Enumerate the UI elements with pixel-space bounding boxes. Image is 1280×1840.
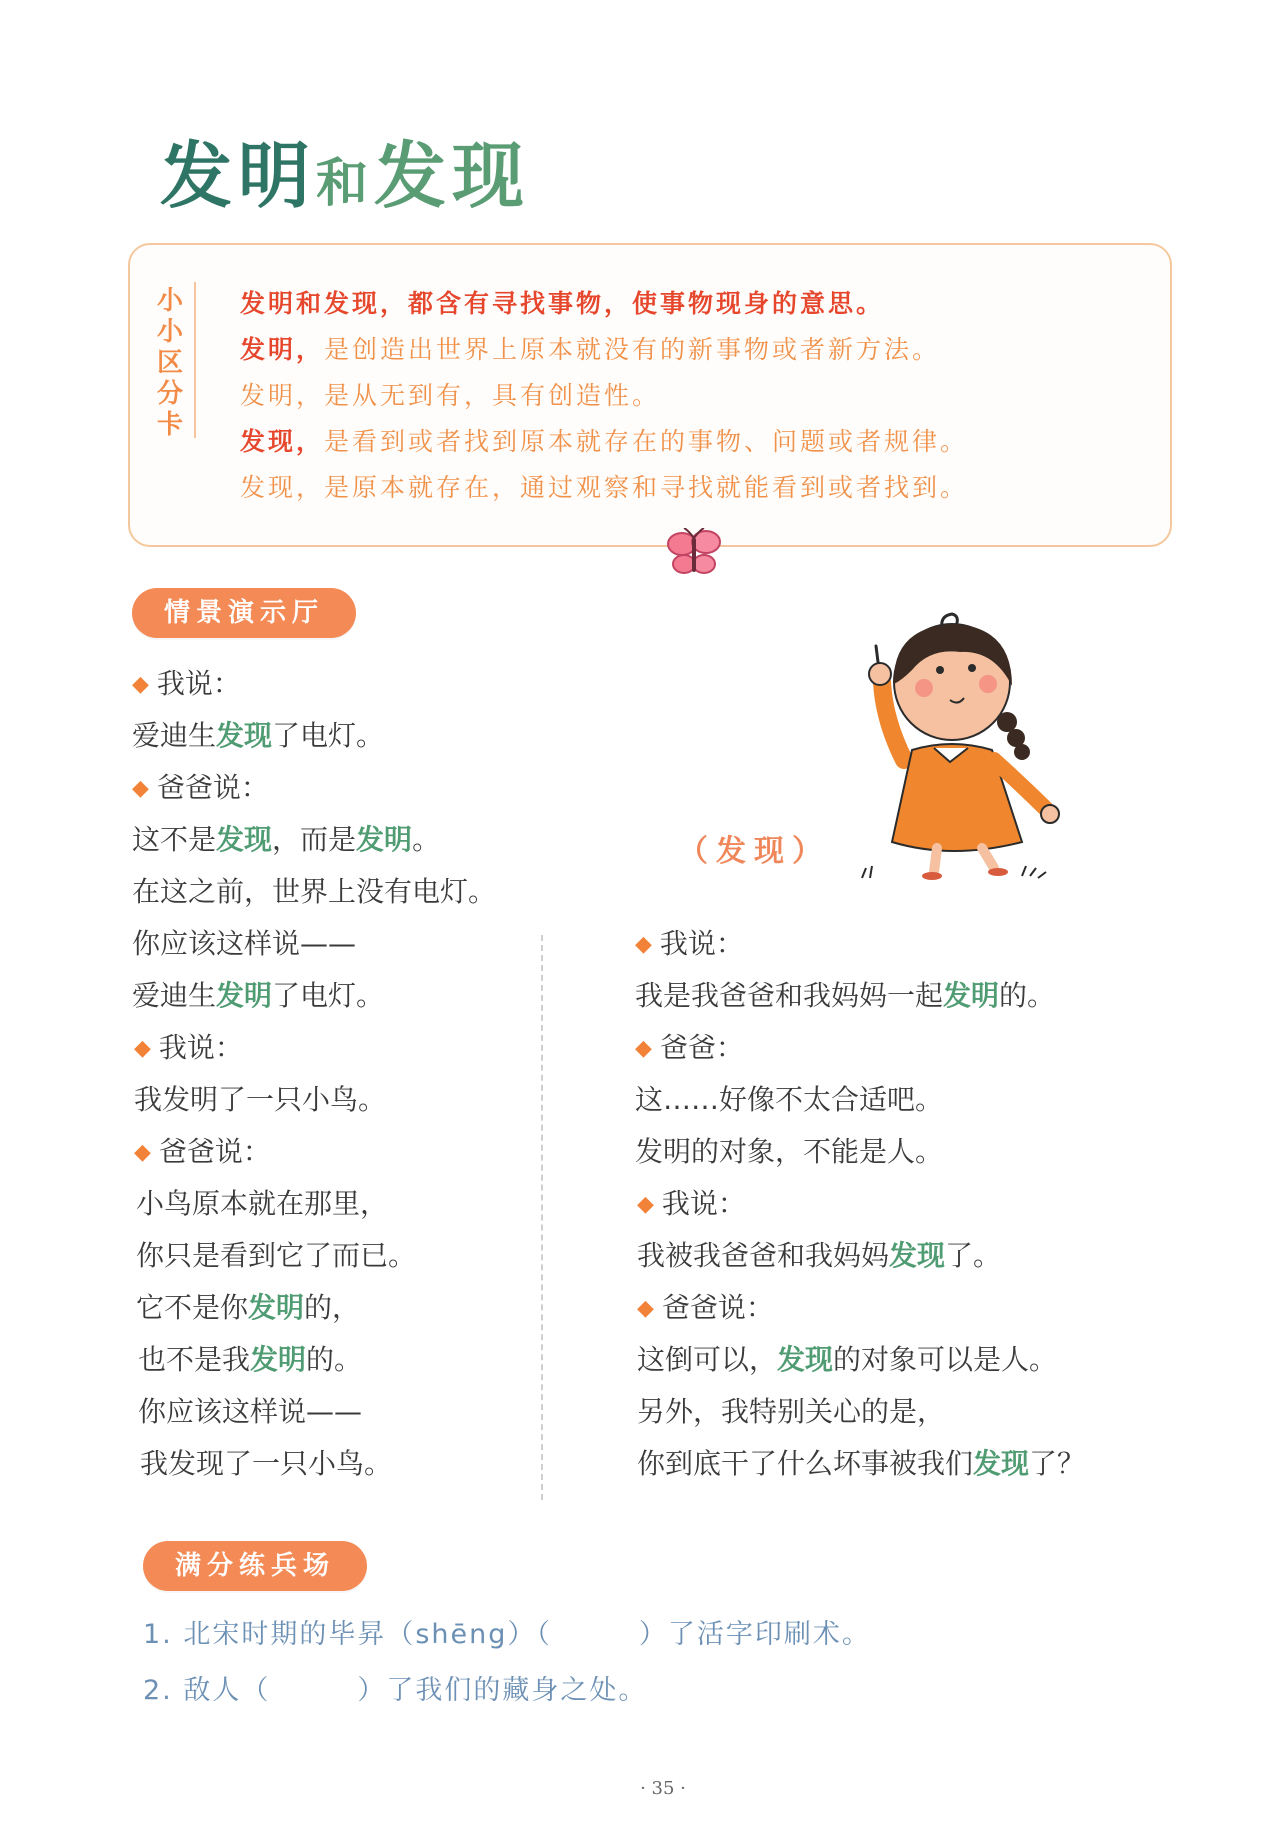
dialogue-line	[132, 970, 384, 1022]
speaker-label: 爸爸：	[659, 1031, 744, 1064]
highlight-word: 发现	[216, 719, 273, 752]
dialogue-speaker	[637, 1282, 774, 1335]
dialogue-speaker	[635, 1022, 744, 1075]
dialogue-line: 你应该这样说——	[132, 927, 357, 960]
definition-line-3: 发明，是从无到有，具有创造性。	[240, 381, 661, 410]
illustration-caption: （发现）	[678, 834, 830, 869]
card-label-char: 区	[156, 348, 183, 378]
dialogue-line	[132, 814, 440, 866]
dialogue-text: 了。	[945, 1239, 1002, 1272]
highlight-word: 发明	[216, 979, 273, 1012]
dialogue-line	[635, 970, 1055, 1022]
dialogue-text: 的，	[304, 1291, 361, 1324]
dialogue-line: 你应该这样说——	[138, 1395, 363, 1428]
speaker-label: 爸爸说：	[661, 1291, 774, 1324]
dialogue-text: 的。	[999, 979, 1056, 1012]
bullet-icon: ◆	[134, 1140, 151, 1165]
speaker-label: 我说：	[158, 1031, 243, 1064]
section-practice-label: 满分练兵场	[143, 1541, 367, 1591]
dialogue-line: 小鸟原本就在那里，	[136, 1187, 389, 1220]
dialogue-line: 我发现了一只小鸟。	[140, 1447, 393, 1480]
bullet-icon: ◆	[132, 672, 149, 697]
girl-illustration	[822, 610, 1072, 880]
dialogue-text: 我是我爸爸和我妈妈一起	[635, 979, 944, 1012]
dialogue-speaker	[635, 918, 744, 971]
dialogue-line	[138, 1334, 362, 1386]
title-part-invention: 发明	[160, 134, 317, 218]
bullet-icon: ◆	[637, 1296, 654, 1321]
dialogue-line: 在这之前，世界上没有电灯。	[132, 875, 497, 908]
bullet-icon: ◆	[635, 932, 652, 957]
page-number: · 35 ·	[640, 1778, 686, 1799]
section-scene-label: 情景演示厅	[132, 588, 356, 638]
bullet-icon: ◆	[635, 1036, 652, 1061]
definition-line-5: 发现，是原本就存在，通过观察和寻找就能看到或者找到。	[240, 473, 969, 502]
dialogue-text: 爱迪生	[132, 979, 217, 1012]
dialogue-text: 爱迪生	[132, 719, 217, 752]
dialogue-text: 的对象可以是人。	[833, 1343, 1058, 1376]
highlight-word: 发明	[250, 1343, 307, 1376]
dialogue-text: 它不是你	[136, 1291, 249, 1324]
dialogue-speaker	[134, 1022, 243, 1075]
dialogue-text: 我被我爸爸和我妈妈	[637, 1239, 890, 1272]
highlight-word: 发明	[356, 823, 413, 856]
highlight-word: 发明	[943, 979, 1000, 1012]
dialogue-text: ，而是	[272, 823, 357, 856]
dialogue-line: 发明的对象，不能是人。	[635, 1135, 944, 1168]
dialogue-line: 另外，我特别关心的是，	[637, 1395, 946, 1428]
butterfly-icon	[662, 528, 726, 580]
dialogue-text: 这不是	[132, 823, 217, 856]
card-label	[152, 286, 188, 441]
highlight-word: 发明	[248, 1291, 305, 1324]
highlight-word: 发现	[889, 1239, 946, 1272]
dialogue-text: 你到底干了什么坏事被我们	[637, 1447, 974, 1480]
dialogue-line	[637, 1334, 1057, 1386]
dialogue-speaker	[132, 762, 269, 815]
dialogue-line: 我发明了一只小鸟。	[134, 1083, 387, 1116]
exercise-question-1: 1. 北宋时期的毕昇（shēng）（ ）了活字印刷术。	[143, 1619, 871, 1650]
definition-text: 是看到或者找到原本就存在的事物、问题或者规律。	[324, 427, 969, 456]
highlight-word: 发现	[973, 1447, 1030, 1480]
speaker-label: 我说：	[661, 1187, 746, 1220]
dialogue-line	[637, 1438, 1085, 1490]
definition-line-1: 发明和发现，都含有寻找事物，使事物现身的意思。	[240, 289, 885, 318]
dialogue-line: 你只是看到它了而已。	[136, 1239, 417, 1272]
exercise-question-2: 2. 敌人（ ）了我们的藏身之处。	[143, 1675, 648, 1706]
definition-line-4	[240, 422, 968, 458]
bullet-icon: ◆	[134, 1036, 151, 1061]
dialogue-line	[132, 710, 384, 762]
definition-line-2	[240, 330, 940, 366]
title-part-and: 和	[316, 154, 375, 214]
card-label-char: 卡	[156, 410, 183, 440]
column-divider	[541, 935, 543, 1500]
dialogue-speaker	[637, 1178, 746, 1231]
card-label-char: 小	[156, 317, 183, 347]
dialogue-line	[637, 1230, 1001, 1282]
card-divider	[194, 282, 196, 438]
dialogue-text: 了？	[1029, 1447, 1086, 1480]
dialogue-speaker	[134, 1126, 271, 1179]
speaker-label: 我说：	[659, 927, 744, 960]
page-title	[160, 118, 530, 222]
definition-key: 发现，	[240, 427, 325, 456]
card-label-char: 小	[156, 286, 183, 316]
title-part-discovery: 发现	[374, 134, 531, 218]
speaker-label: 爸爸说：	[158, 1135, 271, 1168]
dialogue-line	[136, 1282, 360, 1334]
dialogue-text: 的。	[306, 1343, 363, 1376]
dialogue-text: 了电灯。	[272, 719, 385, 752]
speaker-label: 我说：	[156, 667, 241, 700]
dialogue-text: 也不是我	[138, 1343, 251, 1376]
card-label-char: 分	[156, 379, 183, 409]
speaker-label: 爸爸说：	[156, 771, 269, 804]
dialogue-text: 了电灯。	[272, 979, 385, 1012]
definition-key: 发明，	[240, 335, 325, 364]
definition-text: 是创造出世界上原本就没有的新事物或者新方法。	[324, 335, 941, 364]
dialogue-line: 这……好像不太合适吧。	[635, 1083, 944, 1116]
dialogue-text: 这倒可以，	[637, 1343, 778, 1376]
highlight-word: 发现	[216, 823, 273, 856]
highlight-word: 发现	[777, 1343, 834, 1376]
bullet-icon: ◆	[132, 776, 149, 801]
dialogue-text: 。	[412, 823, 441, 856]
bullet-icon: ◆	[637, 1192, 654, 1217]
dialogue-speaker	[132, 658, 241, 711]
